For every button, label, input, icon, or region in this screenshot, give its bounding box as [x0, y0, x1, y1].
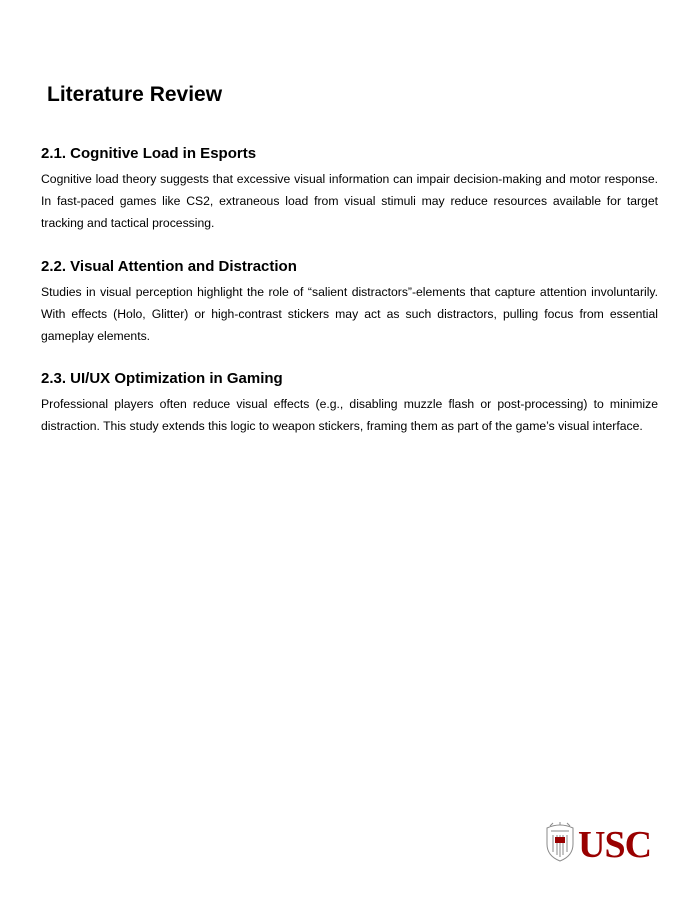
page-title: Literature Review: [47, 83, 223, 106]
svg-text:USC: USC: [578, 824, 652, 862]
section-heading: 2.3. UI/UX Optimization in Gaming: [41, 370, 283, 387]
section-body: Cognitive load theory suggests that excessive visual information can impair decision-making and motor response. In fast-paced games like CS2, extraneous load from visual stimuli may reduce resources available for target tracking and tactical processing.: [41, 172, 658, 230]
section-body: Professional players often reduce visual effects (e.g., disabling muzzle flash or post-processing) to minimize distraction. This study extends this logic to weapon stickers, framing them as part of the game’s visual interface.: [41, 397, 658, 433]
usc-logo: [545, 822, 660, 862]
usc-seal-icon: [545, 822, 660, 862]
section-heading: 2.1. Cognitive Load in Esports: [41, 145, 257, 162]
section-ui-ux: [41, 369, 658, 437]
section-visual-attention: [41, 257, 658, 347]
section-body: Studies in visual perception highlight the role of “salient distractors”-elements that capture attention involuntarily. With effects (Holo, Glitter) or high-contrast stickers may act as such distractors, pulling focus from essential gameplay elements.: [41, 285, 658, 343]
section-heading: 2.2. Visual Attention and Distraction: [41, 258, 297, 275]
section-cognitive-load: [41, 144, 658, 234]
